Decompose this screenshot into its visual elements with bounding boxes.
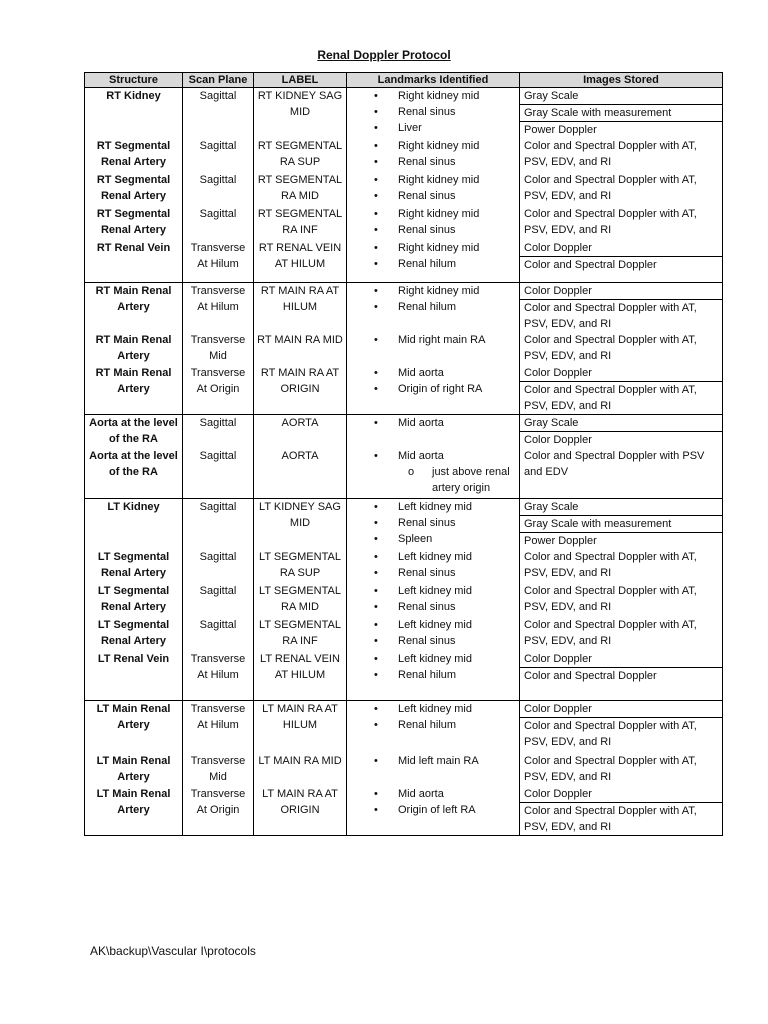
- landmarks-cell: [347, 240, 520, 282]
- table-row: [85, 651, 723, 701]
- landmarks-list: [350, 753, 516, 769]
- table-row: [85, 240, 723, 282]
- images-stored-cell: [520, 448, 723, 498]
- structure-cell: RT Main Renal Artery: [85, 332, 183, 365]
- landmark-item: • Left kidney mid: [374, 549, 516, 565]
- images-stored-cell: [520, 282, 723, 332]
- landmarks-cell: [347, 498, 520, 549]
- label-cell: RT MAIN RA AT ORIGIN: [254, 365, 347, 415]
- table-body: [85, 88, 723, 836]
- image-stored-item: Color Doppler: [520, 786, 722, 803]
- scan-plane-cell: Sagittal: [183, 206, 254, 240]
- label-cell: LT MAIN RA MID: [254, 753, 347, 786]
- image-stored-item: Power Doppler: [524, 534, 597, 547]
- table-row: [85, 282, 723, 332]
- table-row: [85, 138, 723, 172]
- landmark-item: • Left kidney mid: [374, 583, 516, 599]
- landmark-item: • Renal sinus: [374, 515, 516, 531]
- image-stored-item: Gray Scale with measurement: [520, 516, 722, 533]
- image-stored-item: Color Doppler: [520, 651, 722, 668]
- label-cell: LT SEGMENTAL RA MID: [254, 583, 347, 617]
- header-structure: Structure: [85, 73, 183, 88]
- header-landmarks: Landmarks Identified: [347, 73, 520, 88]
- header-label: LABEL: [254, 73, 347, 88]
- table-row: [85, 498, 723, 549]
- landmark-item: • Renal hilum: [374, 667, 516, 683]
- structure-cell: RT Kidney: [85, 88, 183, 139]
- images-stored-cell: [520, 365, 723, 415]
- table-row: [85, 617, 723, 651]
- landmark-item: • Mid left main RA: [374, 753, 516, 769]
- scan-plane-cell: Transverse Mid: [183, 753, 254, 786]
- landmark-subitem: o just above renal artery origin: [374, 464, 516, 496]
- landmarks-cell: [347, 332, 520, 365]
- images-stored-cell: [520, 786, 723, 836]
- page-title: Renal Doppler Protocol: [317, 48, 451, 62]
- landmarks-cell: [347, 448, 520, 498]
- scan-plane-cell: Transverse Mid: [183, 332, 254, 365]
- image-stored-item: Gray Scale with measurement: [520, 105, 722, 122]
- label-cell: RT SEGMENTAL RA MID: [254, 172, 347, 206]
- landmarks-cell: [347, 549, 520, 583]
- protocol-table: [84, 72, 723, 836]
- label-cell: AORTA: [254, 448, 347, 498]
- image-stored-item: Color and Spectral Doppler: [524, 259, 657, 271]
- landmark-item: • Mid aorta: [374, 365, 516, 381]
- landmarks-cell: [347, 88, 520, 139]
- landmarks-list: [350, 617, 516, 649]
- landmark-item: • Right kidney mid: [374, 240, 516, 256]
- images-stored-cell: [520, 172, 723, 206]
- structure-cell: LT Main Renal Artery: [85, 786, 183, 836]
- label-cell: LT MAIN RA AT HILUM: [254, 701, 347, 753]
- image-stored-item: Color Doppler: [524, 434, 592, 446]
- landmarks-cell: [347, 583, 520, 617]
- scan-plane-cell: Transverse At Hilum: [183, 651, 254, 701]
- scan-plane-cell: Transverse At Hilum: [183, 240, 254, 282]
- image-stored-item: Color and Spectral Doppler with AT, PSV, EDV, and RI: [524, 804, 697, 833]
- images-stored-cell: [520, 617, 723, 651]
- structure-cell: LT Segmental Renal Artery: [85, 617, 183, 651]
- landmarks-cell: [347, 138, 520, 172]
- landmark-item: • Right kidney mid: [374, 206, 516, 222]
- image-stored-item: Color and Spectral Doppler with AT, PSV, EDV, and RI: [524, 584, 697, 613]
- landmarks-list: [350, 365, 516, 397]
- scan-plane-cell: Sagittal: [183, 172, 254, 206]
- images-stored-cell: [520, 206, 723, 240]
- landmarks-list: [350, 448, 516, 496]
- landmarks-cell: [347, 172, 520, 206]
- table-row: [85, 172, 723, 206]
- landmark-item: • Origin of left RA: [374, 802, 516, 818]
- images-stored-cell: [520, 240, 723, 282]
- scan-plane-cell: Transverse At Hilum: [183, 701, 254, 753]
- table-row: [85, 753, 723, 786]
- landmarks-list: [350, 583, 516, 615]
- structure-cell: Aorta at the level of the RA: [85, 448, 183, 498]
- images-stored-cell: [520, 498, 723, 549]
- structure-cell: RT Renal Vein: [85, 240, 183, 282]
- landmarks-list: [350, 172, 516, 204]
- image-stored-item: Power Doppler: [524, 124, 597, 136]
- label-cell: RT MAIN RA AT HILUM: [254, 282, 347, 332]
- image-stored-item: Color and Spectral Doppler with AT, PSV, EDV, and RI: [524, 550, 697, 579]
- landmark-item: • Renal sinus: [374, 222, 516, 238]
- landmark-item: • Renal sinus: [374, 565, 516, 581]
- image-stored-item: Gray Scale: [520, 499, 722, 516]
- label-cell: RT KIDNEY SAG MID: [254, 88, 347, 139]
- scan-plane-cell: Sagittal: [183, 549, 254, 583]
- table-row: [85, 206, 723, 240]
- label-cell: RT MAIN RA MID: [254, 332, 347, 365]
- scan-plane-cell: Sagittal: [183, 498, 254, 549]
- landmark-item: • Left kidney mid: [374, 651, 516, 667]
- table-row: [85, 701, 723, 753]
- structure-cell: RT Main Renal Artery: [85, 365, 183, 415]
- image-stored-item: Color and Spectral Doppler with AT, PSV, EDV, and RI: [524, 174, 697, 202]
- image-stored-item: Color and Spectral Doppler with AT, PSV, EDV, and RI: [524, 618, 697, 647]
- scan-plane-cell: Sagittal: [183, 415, 254, 449]
- image-stored-item: Color and Spectral Doppler with AT, PSV, EDV, and RI: [524, 301, 697, 330]
- header-row: [85, 73, 723, 88]
- images-stored-cell: [520, 753, 723, 786]
- landmarks-cell: [347, 206, 520, 240]
- images-stored-cell: [520, 138, 723, 172]
- image-stored-item: Color Doppler: [520, 365, 722, 382]
- structure-cell: Aorta at the level of the RA: [85, 415, 183, 449]
- scan-plane-cell: Transverse At Origin: [183, 786, 254, 836]
- scan-plane-cell: Sagittal: [183, 448, 254, 498]
- table-row: [85, 583, 723, 617]
- table-row: [85, 786, 723, 836]
- table-row: [85, 448, 723, 498]
- landmarks-list: [350, 283, 516, 315]
- table-row: [85, 365, 723, 415]
- landmarks-cell: [347, 415, 520, 449]
- image-stored-item: Color and Spectral Doppler with AT, PSV, EDV, and RI: [524, 754, 697, 783]
- structure-cell: LT Segmental Renal Artery: [85, 549, 183, 583]
- landmark-item: • Renal sinus: [374, 154, 516, 170]
- image-stored-item: Color Doppler: [520, 240, 722, 257]
- images-stored-cell: [520, 701, 723, 753]
- table-row: [85, 88, 723, 139]
- images-stored-cell: [520, 583, 723, 617]
- landmarks-cell: [347, 701, 520, 753]
- label-cell: LT SEGMENTAL RA INF: [254, 617, 347, 651]
- landmark-item: • Left kidney mid: [374, 617, 516, 633]
- label-cell: RT SEGMENTAL RA INF: [254, 206, 347, 240]
- label-cell: LT KIDNEY SAG MID: [254, 498, 347, 549]
- landmark-item: • Right kidney mid: [374, 172, 516, 188]
- landmarks-list: [350, 549, 516, 581]
- landmarks-list: [350, 206, 516, 238]
- landmark-item: • Liver: [374, 120, 516, 136]
- image-stored-item: Color and Spectral Doppler with AT, PSV, EDV, and RI: [524, 208, 697, 236]
- landmarks-list: [350, 88, 516, 136]
- images-stored-cell: [520, 549, 723, 583]
- structure-cell: LT Main Renal Artery: [85, 753, 183, 786]
- scan-plane-cell: Transverse At Hilum: [183, 282, 254, 332]
- landmark-item: • Spleen: [374, 531, 516, 547]
- landmark-item: • Mid aorta: [374, 415, 516, 431]
- label-cell: LT SEGMENTAL RA SUP: [254, 549, 347, 583]
- structure-cell: LT Kidney: [85, 498, 183, 549]
- landmark-item: • Renal sinus: [374, 599, 516, 615]
- structure-cell: RT Segmental Renal Artery: [85, 206, 183, 240]
- landmark-item: • Mid right main RA: [374, 332, 516, 348]
- label-cell: AORTA: [254, 415, 347, 449]
- footer-path: AK\backup\Vascular I\protocols: [90, 944, 256, 958]
- landmark-item: • Renal hilum: [374, 717, 516, 733]
- landmarks-cell: [347, 786, 520, 836]
- landmark-item: • Mid aorta: [374, 448, 516, 464]
- images-stored-cell: [520, 332, 723, 365]
- image-stored-item: Color and Spectral Doppler with PSV and EDV: [524, 450, 705, 478]
- landmarks-list: [350, 786, 516, 818]
- landmarks-cell: [347, 282, 520, 332]
- landmarks-list: [350, 240, 516, 272]
- landmarks-list: [350, 138, 516, 170]
- table-row: [85, 415, 723, 449]
- landmark-item: • Right kidney mid: [374, 138, 516, 154]
- landmarks-list: [350, 499, 516, 547]
- image-stored-item: Gray Scale: [520, 415, 722, 432]
- image-stored-item: Color and Spectral Doppler with AT, PSV, EDV, and RI: [524, 334, 697, 362]
- table-row: [85, 549, 723, 583]
- image-stored-item: Color and Spectral Doppler with AT, PSV, EDV, and RI: [524, 384, 697, 412]
- images-stored-cell: [520, 415, 723, 449]
- landmarks-list: [350, 701, 516, 733]
- landmark-item: • Renal sinus: [374, 188, 516, 204]
- images-stored-cell: [520, 651, 723, 701]
- image-stored-item: Color and Spectral Doppler with AT, PSV, EDV, and RI: [524, 720, 697, 748]
- table-row: [85, 332, 723, 365]
- image-stored-item: Color Doppler: [520, 283, 722, 300]
- image-stored-item: Color and Spectral Doppler with AT, PSV, EDV, and RI: [524, 140, 697, 168]
- landmarks-cell: [347, 365, 520, 415]
- label-cell: LT RENAL VEIN AT HILUM: [254, 651, 347, 701]
- label-cell: RT RENAL VEIN AT HILUM: [254, 240, 347, 282]
- header-images-stored: Images Stored: [520, 73, 723, 88]
- landmark-item: • Renal sinus: [374, 633, 516, 649]
- landmarks-list: [350, 415, 516, 431]
- landmark-item: • Renal hilum: [374, 299, 516, 315]
- landmarks-cell: [347, 617, 520, 651]
- label-cell: RT SEGMENTAL RA SUP: [254, 138, 347, 172]
- image-stored-item: Color Doppler: [520, 701, 722, 718]
- structure-cell: LT Main Renal Artery: [85, 701, 183, 753]
- scan-plane-cell: Sagittal: [183, 138, 254, 172]
- landmark-item: • Left kidney mid: [374, 499, 516, 515]
- landmarks-cell: [347, 651, 520, 701]
- image-stored-item: Gray Scale: [520, 88, 722, 105]
- header-scan-plane: Scan Plane: [183, 73, 254, 88]
- label-cell: LT MAIN RA AT ORIGIN: [254, 786, 347, 836]
- landmark-item: • Renal sinus: [374, 104, 516, 120]
- scan-plane-cell: Sagittal: [183, 583, 254, 617]
- image-stored-item: Color and Spectral Doppler: [524, 669, 657, 682]
- landmarks-list: [350, 651, 516, 683]
- structure-cell: LT Renal Vein: [85, 651, 183, 701]
- landmark-item: • Right kidney mid: [374, 283, 516, 299]
- landmarks-cell: [347, 753, 520, 786]
- scan-plane-cell: Transverse At Origin: [183, 365, 254, 415]
- landmarks-list: [350, 332, 516, 348]
- landmark-item: • Renal hilum: [374, 256, 516, 272]
- scan-plane-cell: Sagittal: [183, 617, 254, 651]
- structure-cell: RT Main Renal Artery: [85, 282, 183, 332]
- structure-cell: RT Segmental Renal Artery: [85, 138, 183, 172]
- landmark-item: • Right kidney mid: [374, 88, 516, 104]
- structure-cell: RT Segmental Renal Artery: [85, 172, 183, 206]
- scan-plane-cell: Sagittal: [183, 88, 254, 139]
- landmark-item: • Left kidney mid: [374, 701, 516, 717]
- landmark-item: • Mid aorta: [374, 786, 516, 802]
- landmark-item: • Origin of right RA: [374, 381, 516, 397]
- structure-cell: LT Segmental Renal Artery: [85, 583, 183, 617]
- images-stored-cell: [520, 88, 723, 139]
